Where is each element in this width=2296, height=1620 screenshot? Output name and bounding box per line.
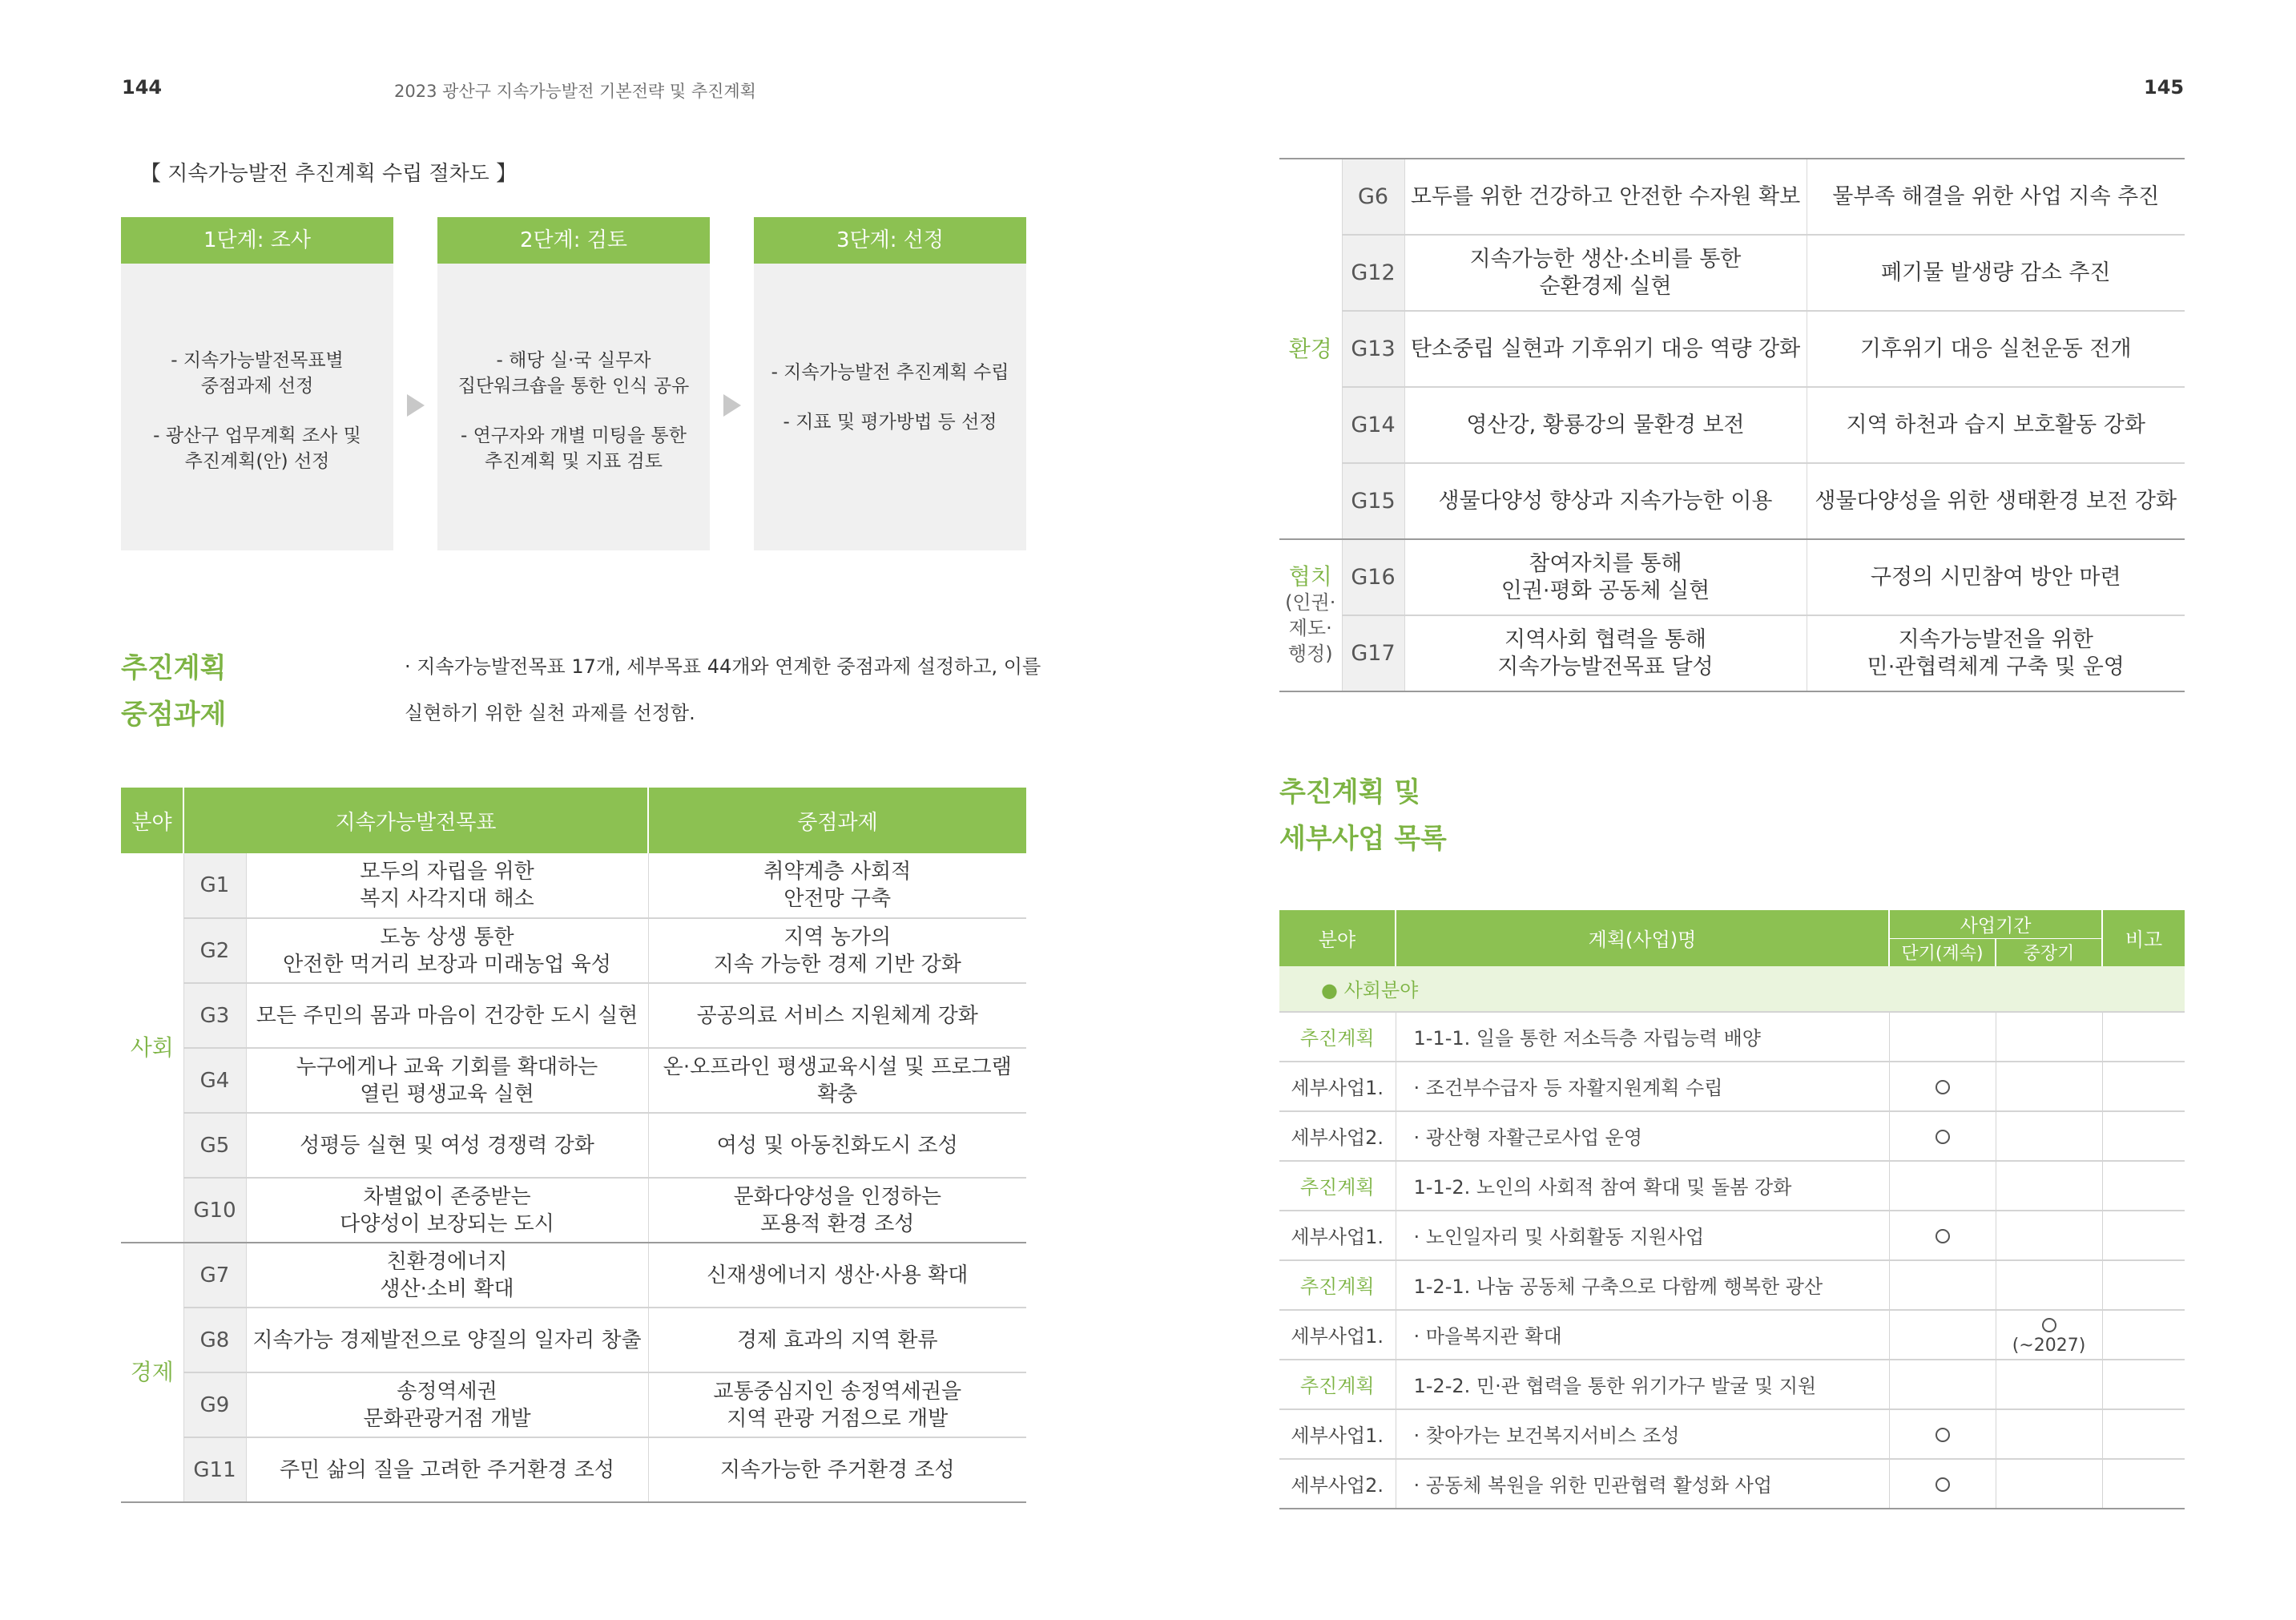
row-kind: 세부사업2.: [1279, 1459, 1396, 1509]
goal-id: G1: [183, 853, 246, 918]
row-name: · 노인일자리 및 사회활동 지원사업: [1396, 1211, 1889, 1260]
goal-id: G2: [183, 918, 246, 983]
step-1-text-1: - 지속가능발전목표별 중점과제 선정: [171, 350, 344, 397]
step-2-box: [437, 217, 710, 550]
circle-mark-icon: [1935, 1130, 1950, 1144]
step-2-text-2: - 연구자와 개별 미팅을 통한 추진계획 및 지표 검토: [461, 425, 687, 472]
row-name: 1-2-1. 나눔 공동체 구축으로 다함께 행복한 광산: [1396, 1260, 1889, 1310]
goal-id: G13: [1342, 311, 1404, 387]
task-text: 여성 및 아동친화도시 조성: [648, 1113, 1026, 1178]
key-tasks-heading: 추진계획 중점과제: [121, 652, 227, 731]
table-row: [121, 1437, 1026, 1502]
goal-text: 성평등 실현 및 여성 경쟁력 강화: [246, 1113, 648, 1178]
table-row: [1279, 159, 2185, 235]
area-economy: 경제: [121, 1243, 183, 1502]
goal-id: G9: [183, 1372, 246, 1437]
task-text: 공공의료 서비스 지원체계 강화: [648, 983, 1026, 1048]
table-row: [1279, 1062, 2185, 1111]
goal-text: 친환경에너지 생산·소비 확대: [246, 1243, 648, 1308]
goal-id: G3: [183, 983, 246, 1048]
step-1-text-2: - 광산구 업무계획 조사 및 추진계획(안) 선정: [153, 425, 361, 472]
header-name: 계획(사업)명: [1396, 910, 1889, 966]
row-name: · 광산형 자활근로사업 운영: [1396, 1111, 1889, 1161]
arrow-right-icon: [723, 394, 741, 417]
table-row: [121, 1048, 1026, 1113]
header-area: 분야: [121, 788, 183, 853]
category-row: [1279, 966, 2185, 1012]
task-text: 경제 효과의 지역 환류: [648, 1308, 1026, 1372]
task-text: 생물다양성을 위한 생태환경 보전 강화: [1807, 463, 2185, 539]
step-2-text-1: - 해당 실·국 실무자 집단워크숍을 통한 인식 공유: [457, 350, 690, 397]
document-running-title: 2023 광산구 지속가능발전 기본전략 및 추진계획: [394, 82, 756, 101]
goal-id: G15: [1342, 463, 1404, 539]
row-name: 1-2-2. 민·관 협력을 통한 위기가구 발굴 및 지원: [1396, 1360, 1889, 1409]
table-row: [121, 983, 1026, 1048]
task-text: 지역 하천과 습지 보호활동 강화: [1807, 387, 2185, 463]
row-kind: 세부사업2.: [1279, 1111, 1396, 1161]
circle-mark-icon: [1935, 1080, 1950, 1094]
goals-table-right: [1279, 158, 2185, 692]
row-kind: 추진계획: [1279, 1260, 1396, 1310]
goal-text: 지속가능한 생산·소비를 통한 순환경제 실현: [1404, 235, 1807, 311]
step-3-text-2: - 지표 및 평가방법 등 선정: [783, 412, 997, 433]
step-3-box: [754, 217, 1026, 550]
header-task: 중점과제: [648, 788, 1026, 853]
table-row: [1279, 235, 2185, 311]
goal-text: 누구에게나 교육 기회를 확대하는 열린 평생교육 실현: [246, 1048, 648, 1113]
task-text: 폐기물 발생량 감소 추진: [1807, 235, 2185, 311]
goal-id: G5: [183, 1113, 246, 1178]
goal-text: 영산강, 황룡강의 물환경 보전: [1404, 387, 1807, 463]
table-row: [121, 1372, 1026, 1437]
projects-heading: 추진계획 및 세부사업 목록: [1279, 776, 1447, 855]
step-3-label: 3단계: 선정: [754, 217, 1026, 264]
step-1-box: [121, 217, 393, 550]
area-social: 사회: [121, 853, 183, 1243]
table-row: [1279, 615, 2185, 691]
header-goal: 지속가능발전목표: [183, 788, 648, 853]
goals-table-left: [121, 788, 1026, 1503]
task-text: 신재생에너지 생산·사용 확대: [648, 1243, 1026, 1308]
table-row: [1279, 1111, 2185, 1161]
row-kind: 추진계획: [1279, 1012, 1396, 1062]
area-cooperation: 협치 (인권· 제도· 행정): [1279, 539, 1342, 691]
goal-text: 차별없이 존중받는 다양성이 보장되는 도시: [246, 1178, 648, 1243]
goal-text: 주민 삶의 질을 고려한 주거환경 조성: [246, 1437, 648, 1502]
category-social: ● 사회분야: [1279, 966, 2185, 1012]
task-text: 교통중심지인 송정역세권을 지역 관광 거점으로 개발: [648, 1372, 1026, 1437]
table-row: [1279, 1161, 2185, 1211]
right-page-number: 145: [2144, 76, 2185, 99]
goal-text: 지속가능 경제발전으로 양질의 일자리 창출: [246, 1308, 648, 1372]
key-tasks-intro: · 지속가능발전목표 17개, 세부목표 44개와 연계한 중점과제 설정하고, 이를 실현하기 위한 실천 과제를 선정함.: [405, 655, 1041, 724]
goal-id: G12: [1342, 235, 1404, 311]
row-kind: 추진계획: [1279, 1161, 1396, 1211]
goal-text: 모든 주민의 몸과 마음이 건강한 도시 실현: [246, 983, 648, 1048]
table-row: [121, 853, 1026, 918]
circle-mark-icon: [1935, 1477, 1950, 1492]
goal-text: 도농 상생 통한 안전한 먹거리 보장과 미래농업 육성: [246, 918, 648, 983]
row-name: 1-1-2. 노인의 사회적 참여 확대 및 돌봄 강화: [1396, 1161, 1889, 1211]
task-text: 물부족 해결을 위한 사업 지속 추진: [1807, 159, 2185, 235]
table-row: [1279, 1360, 2185, 1409]
left-page-number: 144: [122, 76, 163, 99]
goal-text: 참여자치를 통해 인권·평화 공동체 실현: [1404, 539, 1807, 615]
row-kind: 세부사업1.: [1279, 1409, 1396, 1459]
circle-mark-icon: [2042, 1318, 2056, 1332]
goal-id: G10: [183, 1178, 246, 1243]
table-row: [121, 918, 1026, 983]
period-note: (~2027): [2012, 1335, 2086, 1356]
table-row: [121, 1308, 1026, 1372]
header-note: 비고: [2102, 910, 2185, 966]
goal-id: G16: [1342, 539, 1404, 615]
task-text: 지속가능한 주거환경 조성: [648, 1437, 1026, 1502]
goal-text: 송정역세권 문화관광거점 개발: [246, 1372, 648, 1437]
goal-id: G6: [1342, 159, 1404, 235]
task-text: 지속가능발전을 위한 민·관협력체계 구축 및 운영: [1807, 615, 2185, 691]
goal-id: G17: [1342, 615, 1404, 691]
row-kind: 세부사업1.: [1279, 1211, 1396, 1260]
row-name: · 찾아가는 보건복지서비스 조성: [1396, 1409, 1889, 1459]
task-text: 문화다양성을 인정하는 포용적 환경 조성: [648, 1178, 1026, 1243]
step-1-label: 1단계: 조사: [121, 217, 393, 264]
step-2-label: 2단계: 검토: [437, 217, 710, 264]
header-period: 사업기간: [1889, 910, 2102, 939]
row-kind: 세부사업1.: [1279, 1062, 1396, 1111]
goal-text: 모두의 자립을 위한 복지 사각지대 해소: [246, 853, 648, 918]
task-text: 구정의 시민참여 방안 마련: [1807, 539, 2185, 615]
task-text: 취약계층 사회적 안전망 구축: [648, 853, 1026, 918]
row-name: · 마을복지관 확대: [1396, 1310, 1889, 1360]
goal-id: G8: [183, 1308, 246, 1372]
task-text: 기후위기 대응 실천운동 전개: [1807, 311, 2185, 387]
row-name: · 공동체 복원을 위한 민관협력 활성화 사업: [1396, 1459, 1889, 1509]
circle-mark-icon: [1935, 1428, 1950, 1442]
goal-id: G11: [183, 1437, 246, 1502]
table-row: [121, 1113, 1026, 1178]
goal-text: 탄소중립 실현과 기후위기 대응 역량 강화: [1404, 311, 1807, 387]
table-row: [1279, 387, 2185, 463]
task-text: 지역 농가의 지속 가능한 경제 기반 강화: [648, 918, 1026, 983]
table-row: [1279, 1260, 2185, 1310]
row-kind: 추진계획: [1279, 1360, 1396, 1409]
projects-table: [1279, 910, 2185, 1509]
table-row: [121, 1243, 1026, 1308]
goal-id: G4: [183, 1048, 246, 1113]
header-short-term: 단기(계속): [1889, 939, 1996, 966]
circle-mark-icon: [1935, 1229, 1950, 1243]
row-name: 1-1-1. 일을 통한 저소득층 자립능력 배양: [1396, 1012, 1889, 1062]
table-row: [1279, 1012, 2185, 1062]
goal-text: 생물다양성 향상과 지속가능한 이용: [1404, 463, 1807, 539]
arrow-right-icon: [407, 394, 425, 417]
header-area: 분야: [1279, 910, 1396, 966]
step-3-text-1: - 지속가능발전 추진계획 수립: [771, 362, 1009, 383]
goal-id: G7: [183, 1243, 246, 1308]
procedure-title: 【 지속가능발전 추진계획 수립 절차도 】: [140, 162, 518, 186]
row-name: · 조건부수급자 등 자활지원계획 수립: [1396, 1062, 1889, 1111]
row-kind: 세부사업1.: [1279, 1310, 1396, 1360]
goal-text: 모두를 위한 건강하고 안전한 수자원 확보: [1404, 159, 1807, 235]
table-row: [1279, 1211, 2185, 1260]
table-row: [1279, 1459, 2185, 1509]
goal-id: G14: [1342, 387, 1404, 463]
header-mid-long-term: 중장기: [1996, 939, 2102, 966]
table-row: [121, 1178, 1026, 1243]
table-row: [1279, 311, 2185, 387]
task-text: 온·오프라인 평생교육시설 및 프로그램 확충: [648, 1048, 1026, 1113]
table-row: [1279, 463, 2185, 539]
table-row: [1279, 1310, 2185, 1360]
area-environment: 환경: [1279, 159, 1342, 539]
table-row: [1279, 1409, 2185, 1459]
table-row: [1279, 539, 2185, 615]
goal-text: 지역사회 협력을 통해 지속가능발전목표 달성: [1404, 615, 1807, 691]
